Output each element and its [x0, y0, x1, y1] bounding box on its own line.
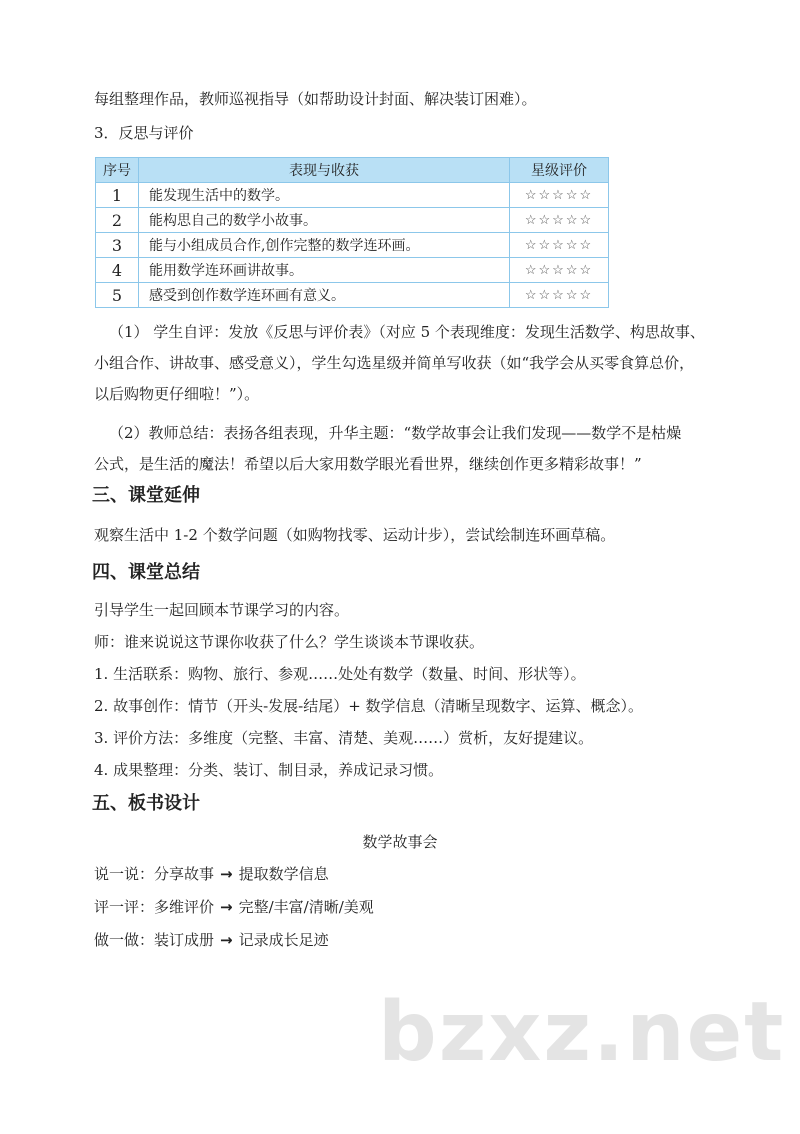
watermark: bzxz.net	[378, 985, 786, 1080]
paragraph-line: 小组合作、讲故事、感受意义），学生勾选星级并简单写收获（如“我学会从买零食算总价，	[94, 354, 695, 372]
list-item: 4. 成果整理：分类、装订、制目录，养成记录习惯。	[94, 761, 444, 779]
paragraph-line: （2）教师总结：表扬各组表现，升华主题：“数学故事会让我们发现——数学不是枯燥	[109, 424, 682, 442]
table-row	[96, 283, 609, 308]
extension-text: 观察生活中 1-2 个数学问题（如购物找零、运动计步），尝试绘制连环画草稿。	[94, 526, 616, 544]
arrow-right-icon: →	[220, 931, 233, 949]
list-item: 2. 故事创作：情节（开头-发展-结尾）+ 数学信息（清晰呈现数字、运算、概念）。	[94, 697, 644, 715]
board-title: 数学故事会	[362, 833, 438, 851]
board-row-left: 评一评：多维评价	[94, 898, 215, 916]
list-item: 师：谁来说说这节课你收获了什么？学生谈谈本节课收获。	[94, 633, 485, 651]
star-rating: ☆☆☆☆☆	[510, 233, 609, 258]
list-item: 引导学生一起回顾本节课学习的内容。	[94, 601, 350, 619]
section-heading-extension: 三、课堂延伸	[92, 485, 200, 506]
board-row-right: 记录成长足迹	[238, 931, 329, 949]
header-number: 序号	[96, 158, 139, 183]
table-row	[96, 233, 609, 258]
row-text: 能用数学连环画讲故事。	[139, 258, 510, 283]
sub-heading-reflection: 3．反思与评价	[94, 124, 194, 142]
board-row	[94, 858, 710, 891]
paragraph-line: 以后购物更仔细啦！”）。	[94, 385, 260, 403]
row-number: 3	[96, 233, 139, 258]
board-row	[94, 891, 710, 924]
row-text: 能发现生活中的数学。	[139, 183, 510, 208]
row-number: 2	[96, 208, 139, 233]
section-heading-board: 五、板书设计	[92, 793, 200, 814]
star-rating: ☆☆☆☆☆	[510, 183, 609, 208]
star-rating: ☆☆☆☆☆	[510, 208, 609, 233]
row-number: 5	[96, 283, 139, 308]
summary-list	[94, 594, 710, 786]
row-number: 1	[96, 183, 139, 208]
arrow-right-icon: →	[220, 898, 233, 916]
row-text: 能构思自己的数学小故事。	[139, 208, 510, 233]
table-row	[96, 183, 609, 208]
star-rating: ☆☆☆☆☆	[510, 258, 609, 283]
row-text: 感受到创作数学连环画有意义。	[139, 283, 510, 308]
table-row	[96, 208, 609, 233]
section-heading-summary: 四、课堂总结	[92, 562, 200, 583]
board-row-right: 完整/丰富/清晰/美观	[238, 898, 374, 916]
board-row-left: 做一做：装订成册	[94, 931, 215, 949]
evaluation-table	[95, 157, 609, 308]
header-performance: 表现与收获	[139, 158, 510, 183]
self-evaluation-paragraph	[94, 317, 710, 410]
board-design	[94, 858, 710, 957]
table-row	[96, 258, 609, 283]
paragraph-line: （1） 学生自评：发放《反思与评价表》（对应 5 个表现维度：发现生活数学、构思故事、	[109, 323, 705, 341]
list-item: 3. 评价方法：多维度（完整、丰富、清楚、美观……）赏析，友好提建议。	[94, 729, 594, 747]
header-rating: 星级评价	[510, 158, 609, 183]
table-header-row	[96, 158, 609, 183]
list-item: 1. 生活联系：购物、旅行、参观……处处有数学（数量、时间、形状等）。	[94, 665, 586, 683]
row-number: 4	[96, 258, 139, 283]
board-row-left: 说一说：分享故事	[94, 865, 215, 883]
row-text: 能与小组成员合作,创作完整的数学连环画。	[139, 233, 510, 258]
arrow-right-icon: →	[220, 865, 233, 883]
teacher-summary-paragraph	[94, 418, 710, 480]
star-rating: ☆☆☆☆☆	[510, 283, 609, 308]
intro-line: 每组整理作品，教师巡视指导（如帮助设计封面、解决装订困难）。	[94, 90, 537, 108]
board-row	[94, 924, 710, 957]
paragraph-line: 公式，是生活的魔法！希望以后大家用数学眼光看世界，继续创作更多精彩故事！”	[94, 455, 642, 473]
board-row-right: 提取数学信息	[238, 865, 329, 883]
